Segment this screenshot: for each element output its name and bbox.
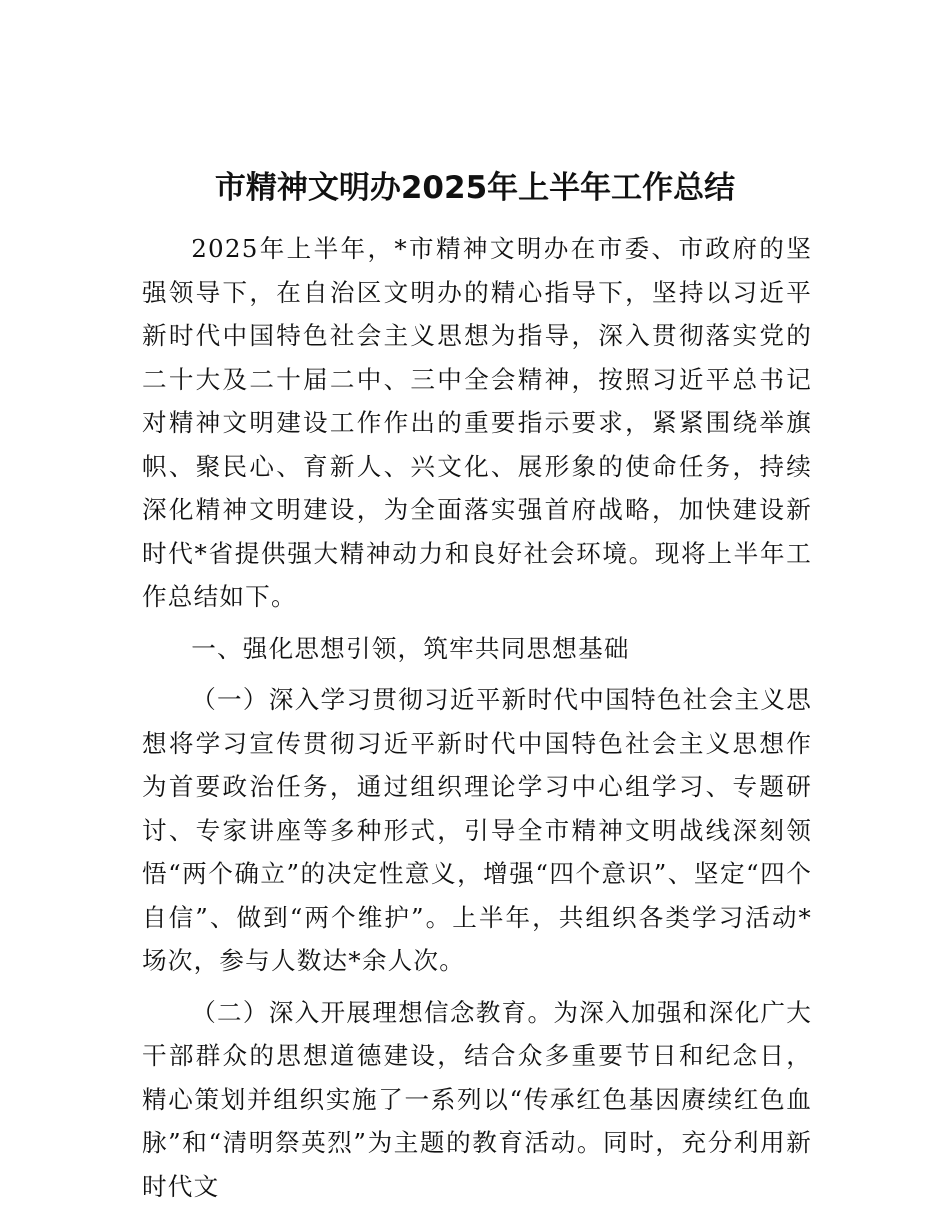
document-body xyxy=(142,227,812,1216)
document-title: 市精神文明办2025年上半年工作总结 xyxy=(214,170,736,206)
section-heading-1: 一、强化思想引领，筑牢共同思想基础 xyxy=(191,633,630,663)
paragraph-subsection-1: （一）深入学习贯彻习近平新时代中国特色社会主义思想将学习宣传贯彻习近平新时代中国特色社会主义思想作为首要政治任务，通过组织理论学习中心组学习、专题研讨、专家讲座等多种形式，引导全市精神文明战线深刻领悟“两个确立”的决定性意义，增强“四个意识”、坚定“四个自信”、做到“两个维护”。上半年，共组织各类学习活动*场次，参与人数达*余人次。 xyxy=(142,685,812,975)
paragraph-intro: 2025年上半年，*市精神文明办在市委、市政府的坚强领导下，在自治区文明办的精心指导下，坚持以习近平新时代中国特色社会主义思想为指导，深入贯彻落实党的二十大及二十届二中、三中全会精神，按照习近平总书记对精神文明建设工作作出的重要指示要求，紧紧围绕举旗帜、聚民心、育新人、兴文化、展形象的使命任务，持续深化精神文明建设，为全面落实强首府战略，加快建设新时代*省提供强大精神动力和良好社会环境。现将上半年工作总结如下。 xyxy=(142,234,812,611)
paragraph-subsection-2: （二）深入开展理想信念教育。为深入加强和深化广大干部群众的思想道德建设，结合众多重要节日和纪念日，精心策划并组织实施了一系列以“传承红色基因赓续红色血脉”和“清明祭英烈”为主题的教育活动。同时，充分利用新时代文 xyxy=(142,997,812,1201)
